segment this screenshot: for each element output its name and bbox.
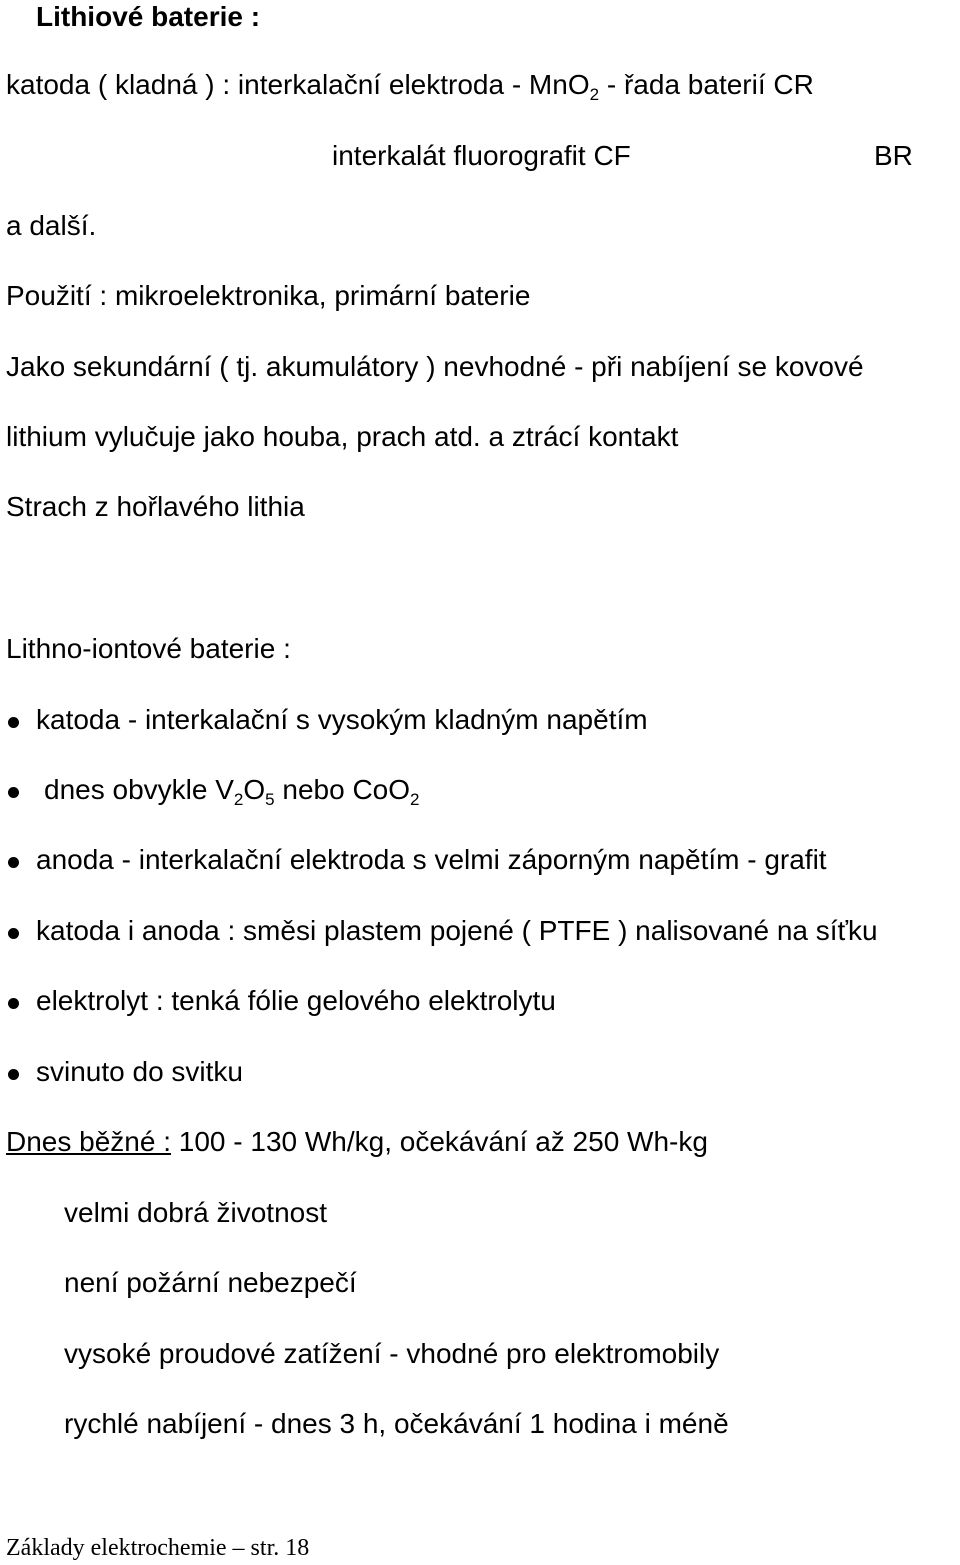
li-ion-bullet-anode: anoda - interkalační elektroda s velmi záporným napětím - grafit (36, 844, 827, 875)
li-ion-bullet-electrolyte: elektrolyt : tenká fólie gelového elektrolytu (36, 985, 556, 1016)
today-item: není požární nebezpečí (64, 1267, 357, 1298)
bullet-icon (8, 998, 19, 1009)
lithium-fluorografit: interkalát fluorografit CF (332, 140, 631, 171)
lithium-cathode-line (6, 68, 814, 102)
li-ion-bullet-mix: katoda i anoda : směsi plastem pojené ( PTFE ) nalisované na síťku (36, 915, 878, 946)
li-ion-bullet-oxides (44, 773, 420, 807)
lithium-more: a další. (6, 210, 97, 241)
oxide-text-coo: nebo CoO (274, 774, 411, 805)
li-ion-heading: Lithno-iontové baterie : (6, 633, 291, 664)
lithium-secondary-line-1: Jako sekundární ( tj. akumulátory ) nevhodné - při nabíjení se kovové (6, 351, 864, 382)
today-item: vysoké proudové zatížení - vhodné pro elektromobily (64, 1338, 720, 1369)
bullet-icon (8, 1069, 19, 1080)
lithium-cathode-suffix: - řada baterií CR (599, 69, 814, 100)
li-ion-bullet-roll: svinuto do svitku (36, 1056, 243, 1087)
bullet-icon (8, 857, 19, 868)
oxide-text-o: O (243, 774, 266, 805)
oxide-text-v: dnes obvykle V (44, 774, 234, 805)
li-ion-bullet-cathode: katoda - interkalační s vysokým kladným napětím (36, 704, 648, 735)
oxide-sub-2: 5 (265, 790, 275, 809)
oxide-sub-3: 2 (410, 790, 420, 809)
today-item: rychlé nabíjení - dnes 3 h, očekávání 1 hodina i méně (64, 1408, 729, 1439)
bullet-icon (8, 717, 19, 728)
bullet-icon (8, 787, 19, 798)
today-item: velmi dobrá životnost (64, 1197, 328, 1228)
bullet-icon (8, 928, 19, 939)
lithium-usage: Použití : mikroelektronika, primární baterie (6, 280, 531, 311)
lithium-br-label: BR (874, 140, 913, 171)
today-line (6, 1125, 708, 1159)
lithium-fear: Strach z hořlavého lithia (6, 491, 305, 522)
today-label: Dnes běžné : (6, 1126, 171, 1157)
page-footer: Základy elektrochemie – str. 18 (6, 1535, 310, 1561)
lithium-secondary-line-2: lithium vylučuje jako houba, prach atd. a ztrácí kontakt (6, 421, 679, 452)
today-value: 100 - 130 Wh/kg, očekávání až 250 Wh-kg (171, 1126, 708, 1157)
oxide-sub-1: 2 (233, 790, 244, 809)
lithium-cathode-text: katoda ( kladná ) : interkalační elektroda - MnO (6, 69, 590, 100)
lithium-heading: Lithiové baterie : (36, 1, 261, 32)
lithium-cathode-sub: 2 (589, 85, 600, 104)
